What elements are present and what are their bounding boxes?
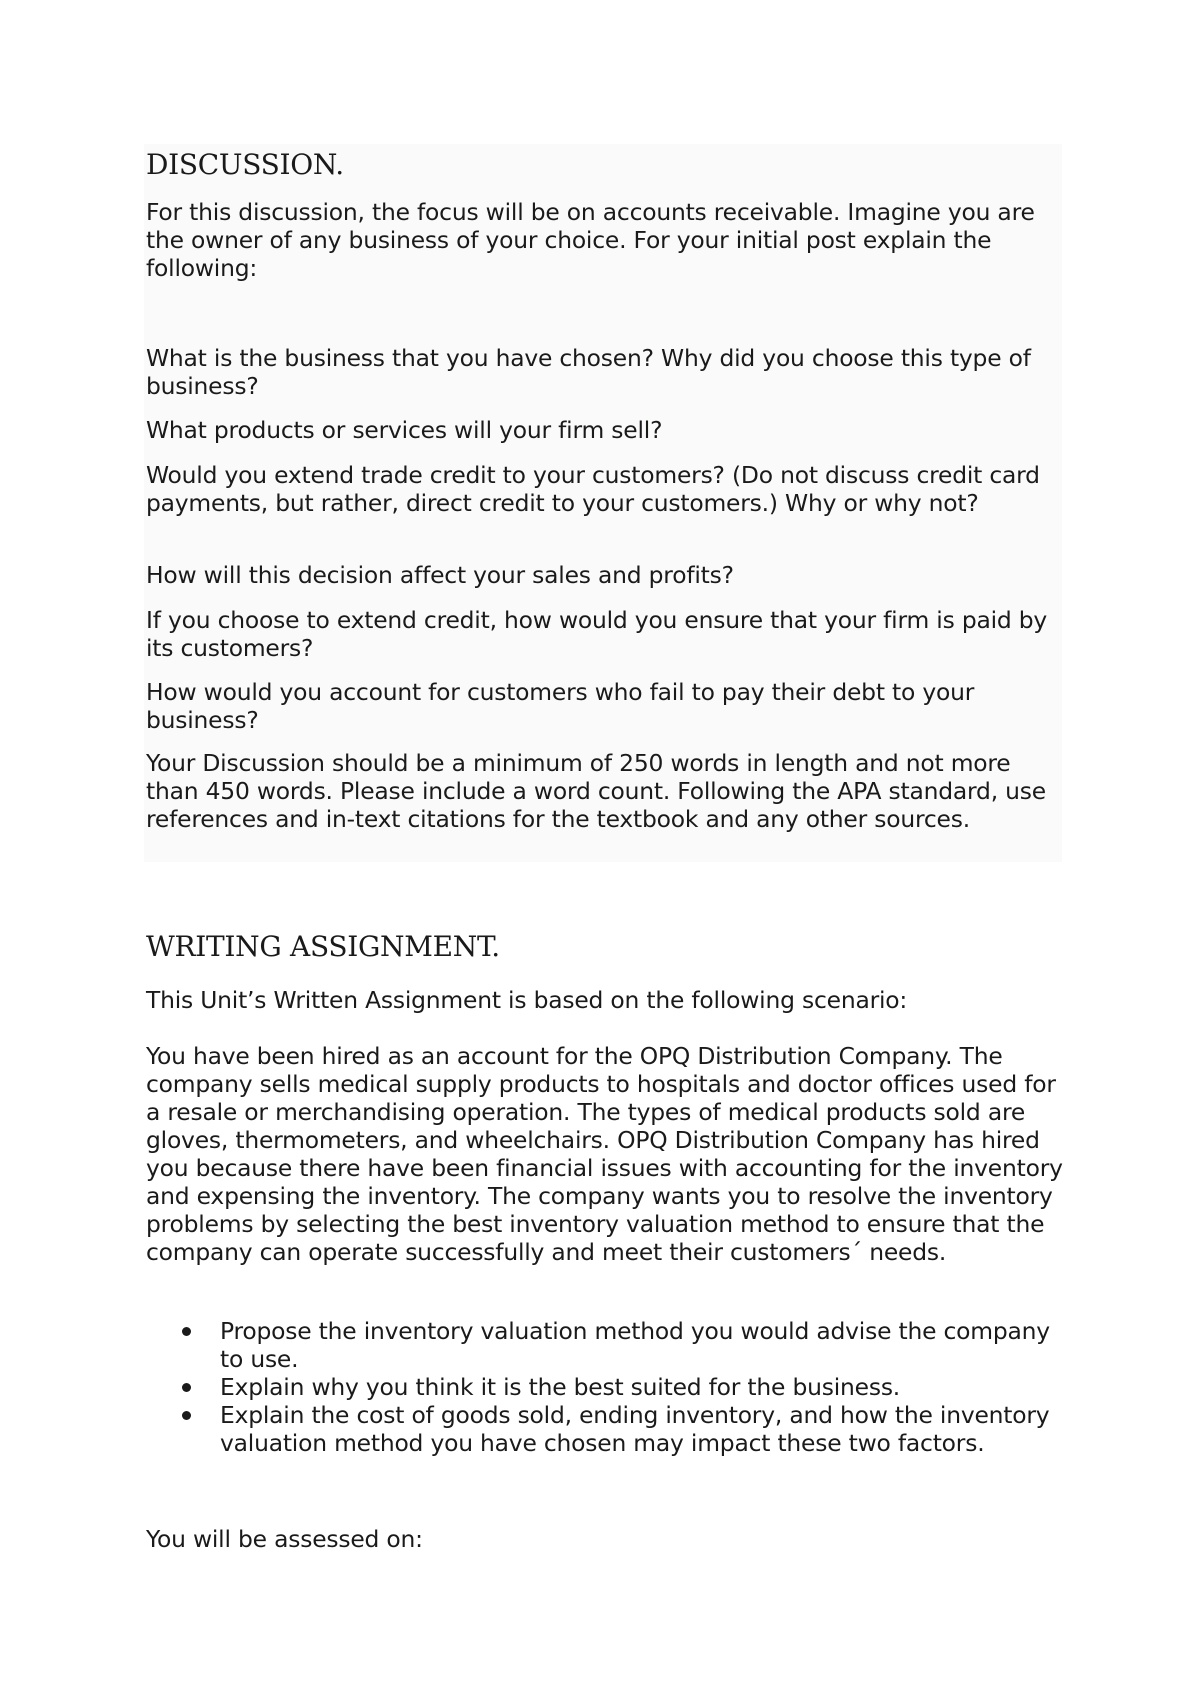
writing-assignment-intro: This Unit’s Written Assignment is based on the following scenario:	[146, 986, 908, 1014]
writing-assignment-bullet-list	[146, 1317, 1066, 1457]
discussion-question-5: If you choose to extend credit, how would you ensure that your firm is paid by its customers?	[146, 606, 1048, 662]
discussion-heading: DISCUSSION.	[146, 148, 344, 181]
bullet-icon	[182, 1327, 191, 1336]
discussion-requirements: Your Discussion should be a minimum of 250 words in length and not more than 450 words. Please include a word count. Following the APA standard, use references and in-text citations for the textbook and any other sources.	[146, 749, 1046, 833]
discussion-intro: For this discussion, the focus will be on accounts receivable. Imagine you are the owner of any business of your choice. For your initial post explain the following:	[146, 198, 1035, 282]
bullet-icon	[182, 1411, 191, 1420]
bullet-text: Explain why you think it is the best suited for the business.	[220, 1373, 901, 1401]
writing-assignment-heading: WRITING ASSIGNMENT.	[146, 930, 500, 963]
bullet-icon	[182, 1383, 191, 1392]
assessment-line: You will be assessed on:	[146, 1525, 423, 1553]
bullet-text: Propose the inventory valuation method you would advise the company to use.	[220, 1317, 1050, 1373]
bullet-item	[146, 1317, 1066, 1373]
discussion-question-3: Would you extend trade credit to your customers? (Do not discuss credit card payments, but rather, direct credit to your customers.) Why or why not?	[146, 461, 1040, 517]
bullet-item	[146, 1401, 1066, 1457]
writing-assignment-scenario: You have been hired as an account for the OPQ Distribution Company. The company sells medical supply products to hospitals and doctor offices used for a resale or merchandising operation. The types of medical products sold are gloves, thermometers, and wheelchairs. OPQ Distribution Company has hired you because there have been financial issues with accounting for the inventory and expensing the inventory. The company wants you to resolve the inventory problems by selecting the best inventory valuation method to ensure that the company can operate successfully and meet their customers´ needs.	[146, 1042, 1063, 1266]
bullet-text: Explain the cost of goods sold, ending inventory, and how the inventory valuation method you have chosen may impact these two factors.	[220, 1401, 1050, 1457]
discussion-question-6: How would you account for customers who fail to pay their debt to your business?	[146, 678, 975, 734]
discussion-question-2: What products or services will your firm sell?	[146, 416, 663, 444]
bullet-item	[146, 1373, 1066, 1401]
discussion-question-4: How will this decision affect your sales and profits?	[146, 561, 734, 589]
discussion-question-1: What is the business that you have chosen? Why did you choose this type of business?	[146, 344, 1031, 400]
